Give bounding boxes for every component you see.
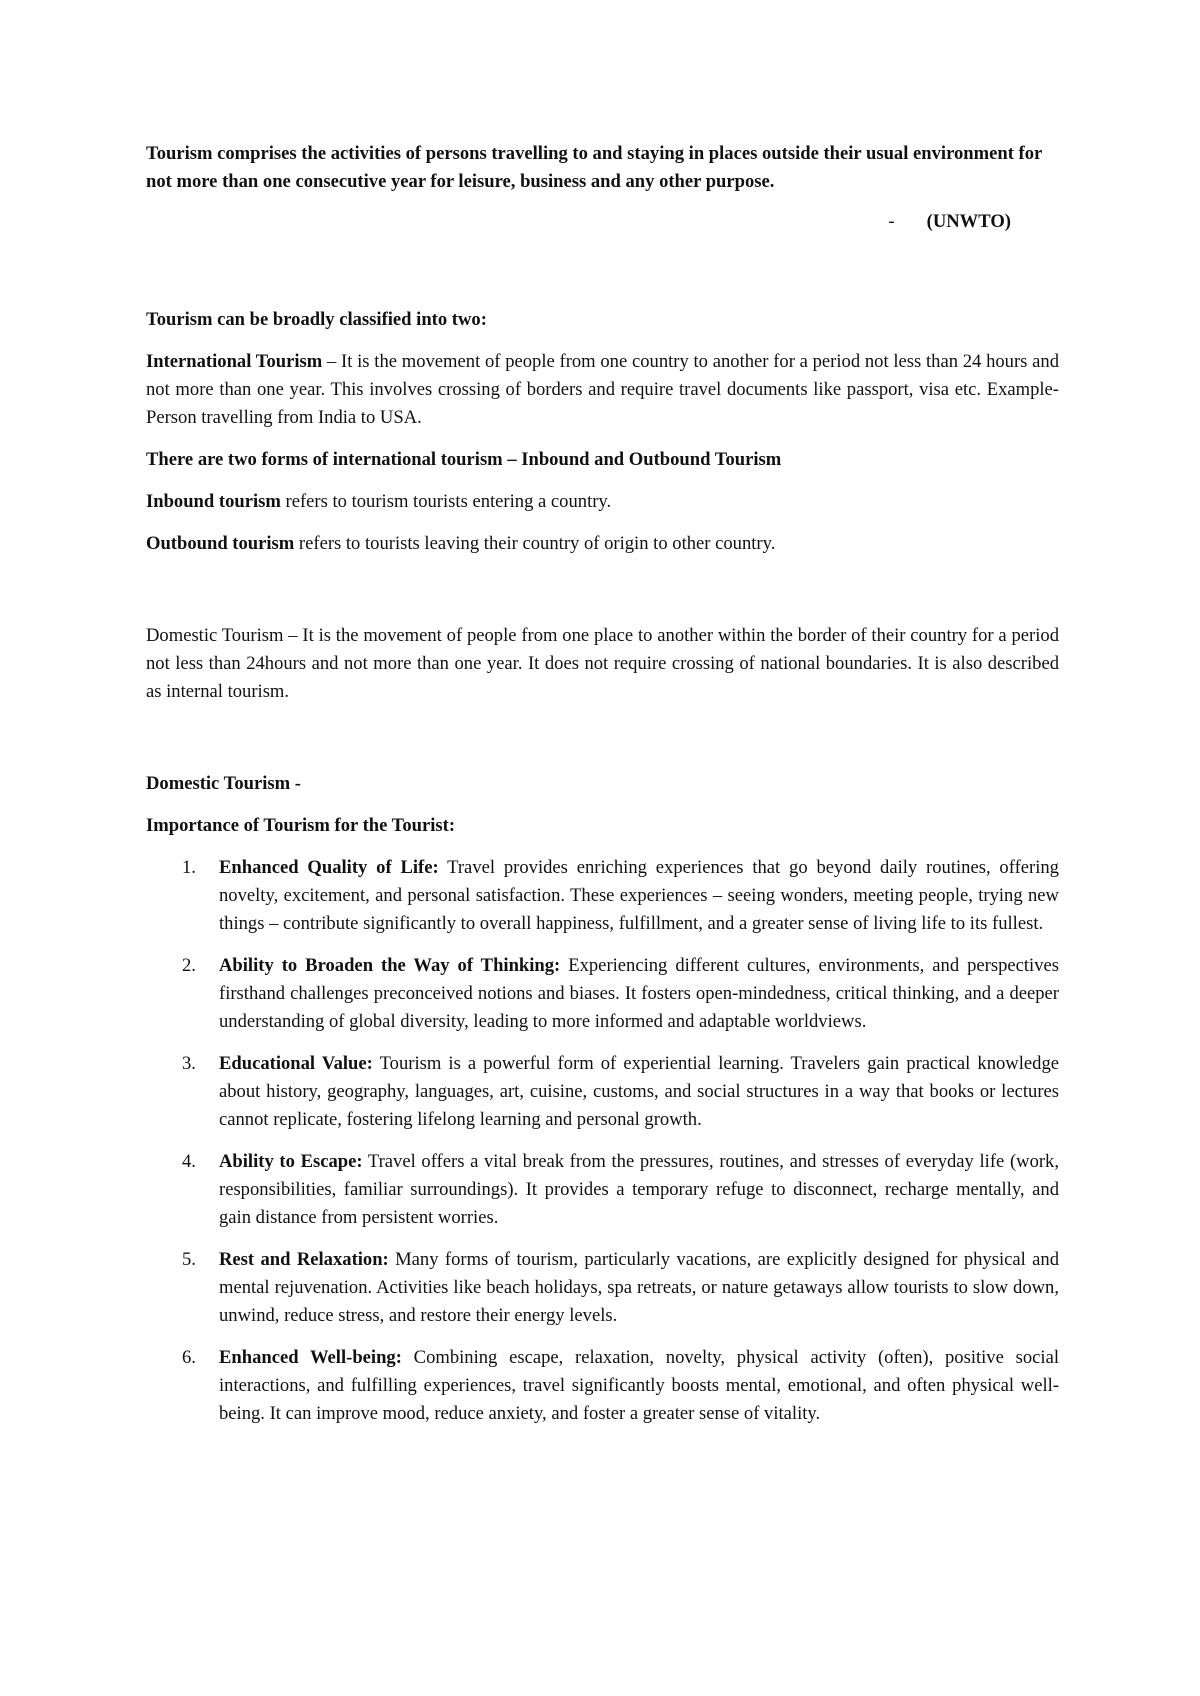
international-forms-heading: There are two forms of international tourism – Inbound and Outbound Tourism: [146, 449, 782, 470]
outbound-tourism-paragraph: [146, 530, 1059, 558]
list-item-number: 5.: [182, 1249, 196, 1270]
list-item-body: Travel provides enriching experiences that go beyond daily routines, offering novelty, excitement, and personal satisfaction. These experiences – seeing wonders, meeting people, trying new things – contribute significantly to overall happiness, fulfillment, and a greater sense of living life to its fullest.: [219, 857, 1059, 934]
list-item-number: 2.: [182, 955, 196, 976]
list-item-body: Tourism is a powerful form of experiential learning. Travelers gain practical knowledge about history, geography, languages, art, cuisine, customs, and social structures in a way that books or lectures cannot replicate, fostering lifelong learning and personal growth.: [219, 1053, 1060, 1130]
list-item-number: 4.: [182, 1151, 196, 1172]
list-item-term: Educational Value:: [219, 1053, 373, 1074]
list-item: [146, 1246, 1059, 1330]
source-dash: -: [888, 211, 895, 232]
definition-source: [146, 208, 1059, 236]
list-item-term: Ability to Escape:: [219, 1151, 363, 1172]
domestic-tourism-paragraph: Domestic Tourism – It is the movement of people from one place to another within the border of their country for a period not less than 24hours and not more than one year. It does not require crossing of national boundaries. It is also described as internal tourism.: [146, 625, 1059, 702]
list-item: [146, 854, 1059, 938]
list-item-term: Ability to Broaden the Way of Thinking:: [219, 955, 561, 976]
international-tourism-body: – It is the movement of people from one country to another for a period not less than 24 hours and not more than one year. This involves crossing of borders and require travel documents like passport, visa etc. Example- Person travelling from India to USA.: [146, 351, 1059, 428]
domestic-tourism-heading: Domestic Tourism -: [146, 773, 301, 794]
list-item-number: 1.: [182, 857, 196, 878]
importance-heading: Importance of Tourism for the Tourist:: [146, 815, 456, 836]
list-item: [146, 1148, 1059, 1232]
outbound-tourism-term: Outbound tourism: [146, 533, 295, 554]
list-item-term: Rest and Relaxation:: [219, 1249, 389, 1270]
list-item-body: Many forms of tourism, particularly vacations, are explicitly designed for physical and mental rejuvenation. Activities like beach holidays, spa retreats, or nature getaways allow tourists to slow down, unwind, reduce stress, and restore their energy levels.: [219, 1249, 1059, 1326]
inbound-tourism-term: Inbound tourism: [146, 491, 281, 512]
outbound-tourism-body: refers to tourists leaving their country of origin to other country.: [294, 533, 776, 554]
international-tourism-term: International Tourism: [146, 351, 323, 372]
international-tourism-paragraph: [146, 348, 1059, 432]
list-item-body: Combining escape, relaxation, novelty, physical activity (often), positive social interactions, and fulfilling experiences, travel significantly boosts mental, emotional, and often physical well-being. It can improve mood, reduce anxiety, and foster a greater sense of vitality.: [219, 1347, 1059, 1424]
list-item-term: Enhanced Well-being:: [219, 1347, 402, 1368]
inbound-tourism-body: refers to tourism tourists entering a country.: [280, 491, 612, 512]
list-item-body: Experiencing different cultures, environments, and perspectives firsthand challenges preconceived notions and biases. It fosters open-mindedness, critical thinking, and a deeper understanding of global diversity, leading to more informed and adaptable worldviews.: [219, 955, 1059, 1032]
tourism-definition: Tourism comprises the activities of persons travelling to and staying in places outside their usual environment for not more than one consecutive year for leisure, business and any other purpose.: [146, 143, 1042, 192]
source-name: (UNWTO): [926, 211, 1011, 232]
list-item-number: 3.: [182, 1053, 196, 1074]
list-item: [146, 952, 1059, 1036]
list-item-body: Travel offers a vital break from the pressures, routines, and stresses of everyday life (work, responsibilities, familiar surroundings). It provides a temporary refuge to disconnect, recharge mentally, and gain distance from persistent worries.: [219, 1151, 1059, 1228]
inbound-tourism-paragraph: [146, 488, 1059, 516]
list-item: [146, 1344, 1059, 1428]
classification-heading: Tourism can be broadly classified into two:: [146, 309, 487, 330]
importance-list: [146, 854, 1059, 1428]
list-item-term: Enhanced Quality of Life:: [219, 857, 439, 878]
document-page: [146, 140, 1059, 1442]
list-item-number: 6.: [182, 1347, 196, 1368]
list-item: [146, 1050, 1059, 1134]
